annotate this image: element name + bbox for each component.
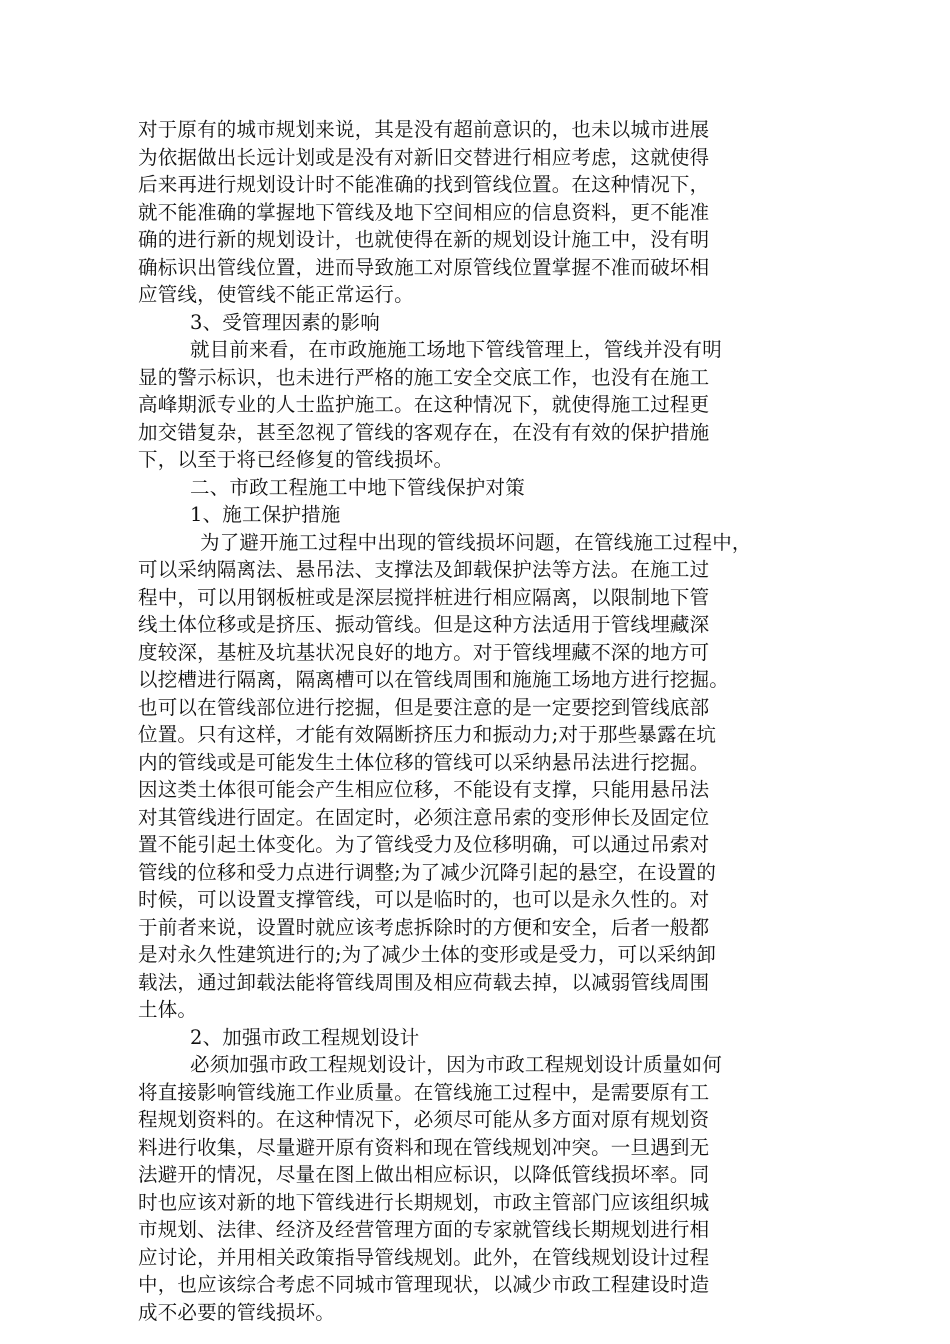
text-line: 2、加强市政工程规划设计 bbox=[190, 1025, 420, 1049]
text-line: 位置。只有这样，才能有效隔断挤压力和振动力;对于那些暴露在坑 bbox=[138, 723, 717, 746]
document-body bbox=[138, 116, 818, 1326]
text-line: 也可以在管线部位进行挖掘，但是要注意的是一定要挖到管线底部 bbox=[138, 695, 710, 719]
text-line: 因这类土体很可能会产生相应位移，不能设有支撑，只能用悬吊法 bbox=[138, 778, 710, 801]
text-line: 1、施工保护措施 bbox=[190, 503, 341, 526]
text-line: 线土体位移或是挤压、振动管线。但是这种方法适用于管线埋藏深 bbox=[138, 613, 710, 636]
text-line: 加交错复杂，甚至忽视了管线的客观存在，在没有有效的保护措施 bbox=[138, 420, 710, 444]
text-line: 置不能引起土体变化。为了管线受力及位移明确，可以通过吊索对 bbox=[138, 833, 710, 856]
text-line: 应讨论，并用相关政策指导管线规划。此外，在管线规划设计过程 bbox=[138, 1245, 710, 1269]
text-line: 为依据做出长远计划或是没有对新旧交替进行相应考虑，这就使得 bbox=[138, 145, 710, 169]
text-line: 中，也应该综合考虑不同城市管理现状，以减少市政工程建设时造 bbox=[138, 1273, 710, 1296]
text-line: 就目前来看，在市政施施工场地下管线管理上，管线并没有明 bbox=[190, 338, 722, 361]
text-line: 显的警示标识，也未进行严格的施工安全交底工作，也没有在施工 bbox=[138, 365, 710, 389]
text-line: 载法，通过卸载法能将管线周围及相应荷载去掉，以减弱管线周围 bbox=[138, 970, 710, 994]
text-line: 于前者来说，设置时就应该考虑拆除时的方便和安全，后者一般都 bbox=[138, 915, 710, 939]
text-line: 法避开的情况，尽量在图上做出相应标识，以降低管线损坏率。同 bbox=[138, 1163, 710, 1186]
text-line: 确标识出管线位置，进而导致施工对原管线位置掌握不准而破坏相 bbox=[138, 255, 710, 279]
text-line: 应管线，使管线不能正常运行。 bbox=[138, 283, 414, 306]
text-line: 必须加强市政工程规划设计，因为市政工程规划设计质量如何 bbox=[190, 1053, 722, 1076]
text-line: 为了避开施工过程中出现的管线损坏问题，在管线施工过程中， bbox=[200, 530, 752, 554]
text-line: 度较深，基桩及坑基状况良好的地方。对于管线埋藏不深的地方可 bbox=[138, 640, 710, 664]
text-line: 下，以至于将已经修复的管线损坏。 bbox=[138, 448, 454, 471]
text-line: 程规划资料的。在这种情况下，必须尽可能从多方面对原有规划资 bbox=[138, 1108, 710, 1131]
text-line: 将直接影响管线施工作业质量。在管线施工过程中，是需要原有工 bbox=[138, 1080, 710, 1104]
text-line: 时候，可以设置支撑管线，可以是临时的，也可以是永久性的。对 bbox=[138, 888, 710, 911]
text-line: 后来再进行规划设计时不能准确的找到管线位置。在这种情况下， bbox=[138, 173, 710, 196]
text-line: 市规划、法律、经济及经营管理方面的专家就管线长期规划进行相 bbox=[138, 1218, 710, 1241]
text-line: 就不能准确的掌握地下管线及地下空间相应的信息资料，更不能准 bbox=[138, 200, 710, 224]
text-line: 土体。 bbox=[138, 998, 198, 1021]
text-line: 3、受管理因素的影响 bbox=[190, 310, 380, 334]
text-line: 料进行收集，尽量避开原有资料和现在管线规划冲突。一旦遇到无 bbox=[138, 1135, 710, 1159]
text-line: 成不必要的管线损坏。 bbox=[138, 1300, 336, 1324]
text-line: 内的管线或是可能发生土体位移的管线可以采纳悬吊法进行挖掘。 bbox=[138, 750, 710, 774]
text-line: 是对永久性建筑进行的;为了减少土体的变形或是受力，可以采纳卸 bbox=[138, 943, 717, 966]
text-line: 对于原有的城市规划来说，其是没有超前意识的，也未以城市进展 bbox=[138, 118, 710, 141]
text-line: 管线的位移和受力点进行调整;为了减少沉降引起的悬空，在设置的 bbox=[138, 860, 717, 884]
text-line: 可以采纳隔离法、悬吊法、支撑法及卸载保护法等方法。在施工过 bbox=[138, 558, 710, 581]
text-line: 二、市政工程施工中地下管线保护对策 bbox=[190, 475, 525, 499]
text-line: 高峰期派专业的人士监护施工。在这种情况下，就使得施工过程更 bbox=[138, 393, 710, 416]
text-line: 程中，可以用钢板桩或是深层搅拌桩进行相应隔离，以限制地下管 bbox=[138, 585, 710, 609]
text-line: 对其管线进行固定。在固定时，必须注意吊索的变形伸长及固定位 bbox=[138, 805, 710, 829]
text-line: 以挖槽进行隔离，隔离槽可以在管线周围和施施工场地方进行挖掘。 bbox=[138, 668, 730, 691]
text-line: 确的进行新的规划设计，也就使得在新的规划设计施工中，没有明 bbox=[138, 228, 710, 251]
text-line: 时也应该对新的地下管线进行长期规划，市政主管部门应该组织城 bbox=[138, 1190, 710, 1214]
